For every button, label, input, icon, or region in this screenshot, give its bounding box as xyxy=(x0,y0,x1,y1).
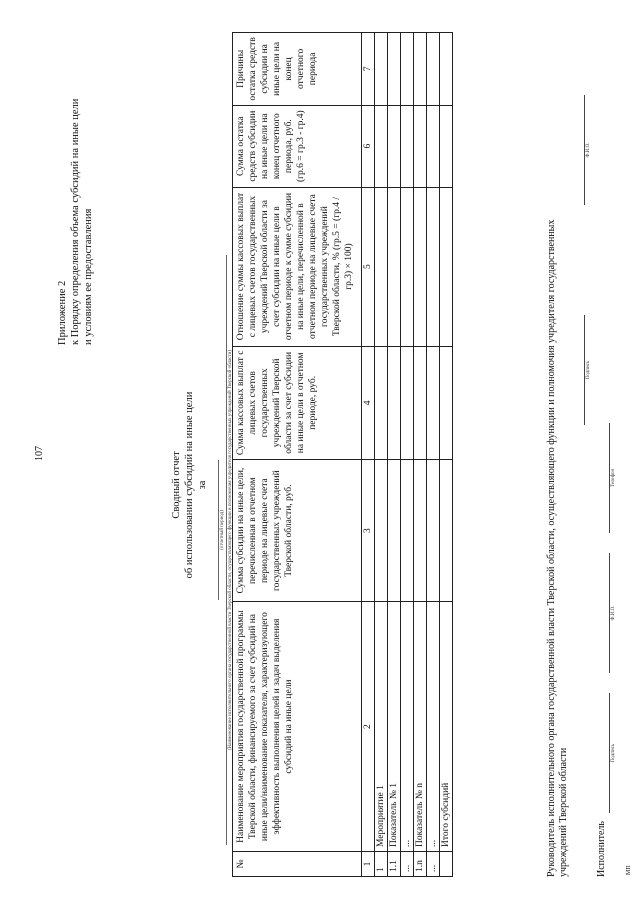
row-name: Мероприятие 1 xyxy=(375,602,388,852)
head-signature-line xyxy=(584,315,585,425)
organization-caption: (Наименование исполнительного органа государственной власти Тверской области, осуществляющего функции и полномочия учредителя государственных учреждений Тверской области) xyxy=(226,255,233,845)
appendix-line-3: и условиям ее предоставления xyxy=(83,208,94,345)
table-row xyxy=(414,33,427,877)
row-num: ... xyxy=(401,852,414,877)
header-remainder: Сумма остатка средств субсидии на иные цели на конец отчетного периода, руб. (гр.6 = гр.3 - гр.4) xyxy=(233,105,362,187)
executor-phone-label: Телефон xyxy=(611,468,616,488)
title-line-2: об использовании субсидий на иные цели xyxy=(184,391,195,579)
head-fio-label: Ф.И.О. xyxy=(586,142,591,158)
table-row xyxy=(375,33,388,877)
period-caption: (отчетный период) xyxy=(218,460,225,600)
report-title xyxy=(170,285,209,685)
table-row xyxy=(401,33,414,877)
header-cash-payments: Сумма кассовых выплат с лицевых счетов государственных учреждений Тверской области за счет субсидии на иные цели в отчетном периоде, руб. xyxy=(233,346,362,460)
table-header-row xyxy=(233,33,362,877)
appendix-line-1: Приложение 2 xyxy=(57,280,68,345)
head-signature-text: Руководитель исполнительного органа государственной власти Тверской области, осуществляющего функции и полномочия учредителя государственных учреждений Тверской области xyxy=(546,219,569,877)
header-reasons: Причины остатка средств субсидии на иные цели на конец отчетного периода xyxy=(233,33,362,106)
row-num: ... xyxy=(427,852,440,877)
row-name: Итого субсидий xyxy=(440,602,453,852)
col-num-4: 4 xyxy=(362,346,375,460)
table-row-total xyxy=(440,33,453,877)
col-num-6: 6 xyxy=(362,105,375,187)
col-num-3: 3 xyxy=(362,460,375,602)
row-name: Показатель № n xyxy=(414,602,427,852)
appendix-caption xyxy=(56,15,95,345)
appendix-line-2: к Порядку определения объема субсидий на иные цели xyxy=(70,98,81,345)
report-table xyxy=(232,32,453,877)
col-num-1: 1 xyxy=(362,852,375,877)
header-ratio: Отношение суммы кассовых выплат с лицевых счетов государственных учреждений Тверской области за счет субсидии на иные цели в отчетном периоде к сумме субсидии на иные цели, перечисленной в отчетном периоде на лицевые счета государственных учреждений Тверской области, % (гр.5 = (гр.4 / гр.3) × 100) xyxy=(233,187,362,346)
row-name: ... xyxy=(427,602,440,852)
title-period-prefix: за xyxy=(197,480,208,490)
col-num-5: 5 xyxy=(362,187,375,346)
page-number: 107 xyxy=(34,446,45,461)
row-name: Показатель № 1 xyxy=(388,602,401,852)
executor-phone-line xyxy=(609,423,610,533)
row-num: 1.1 xyxy=(388,852,401,877)
header-name: Наименование мероприятия государственной программы Тверской области, финансируемого за счет субсидий на иные цели/наименование показателя, характеризующего эффективность выполнения целей и задач выделения субсидий на иные цели xyxy=(233,602,362,852)
row-num: 1.n xyxy=(414,852,427,877)
table-row xyxy=(427,33,440,877)
executor-signature-label: Подпись xyxy=(611,743,616,763)
title-line-3 xyxy=(196,285,209,685)
row-num: 1 xyxy=(375,852,388,877)
col-num-7: 7 xyxy=(362,33,375,106)
executor-signature-line xyxy=(609,693,610,813)
header-num: № xyxy=(233,852,362,877)
column-number-row xyxy=(362,33,375,877)
executor-fio-line xyxy=(609,553,610,673)
stamp-place-label: МП xyxy=(626,865,632,875)
table-row xyxy=(388,33,401,877)
head-signature-label: Подпись xyxy=(586,360,591,380)
title-line-1: Сводный отчет xyxy=(171,451,182,519)
col-num-2: 2 xyxy=(362,602,375,852)
head-fio-line xyxy=(584,95,585,205)
row-name: ... xyxy=(401,602,414,852)
row-num xyxy=(440,852,453,877)
header-subsidy-amount: Сумма субсидии на иные цели, перечисленная в отчетном периоде на лицевые счета государственных учреждений Тверской области, руб. xyxy=(233,460,362,602)
executor-label: Исполнитель xyxy=(596,821,607,877)
executor-fio-label: Ф.И.О. xyxy=(611,605,616,621)
